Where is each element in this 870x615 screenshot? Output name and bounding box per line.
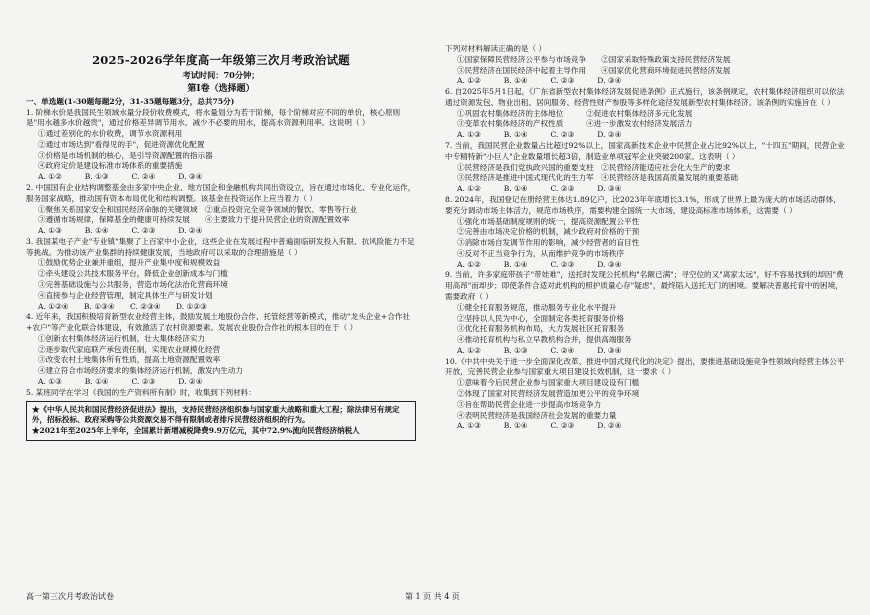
question-option: ③价格是市场机制的核心，是引导资源配置的指示器 — [38, 150, 213, 160]
question-option: ①国家保障民营经济公平参与市场竞争 ②国家采取特殊政策支持民营经济发展 — [457, 54, 731, 64]
question-option: ②体现了国家对民营经济发展营造加更公平的竞争环境 — [457, 389, 640, 398]
answer-choices: A. ①② B. ①④ C. ②③ D. ③④ — [457, 76, 622, 86]
question-option: ①创新农村集体经济运行机制，壮大集体经济实力 — [38, 333, 206, 343]
question-stem: 8. 2024年，我国登记在册经营主体达1.89亿户，比2023年年底增长3.1%，形成了世界上最为庞大的市场活动群体，要充分调动市场主体活力，规范市场秩序，需要构建全国统一大市场，建设高标准市场体系，这需要（ ） — [445, 194, 841, 215]
question-option: ③民营经济是推进中国式现代化的生力军 ④民营经济是我国高质量发展的重要基础 — [457, 173, 738, 183]
question-option: ①意味着今后民营企业参与国家重大项目建设设有门槛 — [457, 378, 640, 388]
question-option: ①巩固农村集体经济的主体地位 ②促进农村集体经济多元化发展 — [457, 108, 693, 118]
footer-left: 高一第三次月考政治试卷 — [26, 592, 114, 601]
question-option: ②牵头建设公共技术服务平台，降低企业创新成本与门槛 — [38, 269, 228, 279]
answer-choices: A. ①③ B. ①④ C. ②③ D. ②④ — [457, 421, 622, 431]
question-option: ③遵循市场规律，保障基金的健康可持续发展 ④主要致力于提升民营企业的资源配置效率 — [38, 215, 350, 225]
question-option: ①民营经济是我们党执政兴国的重要支柱 ②民营经济能适应社会化大生产的要求 — [457, 162, 731, 172]
question-option: ④政府定价是建设标准市场体系的重要措施 — [38, 161, 183, 171]
left-question-list — [26, 108, 416, 399]
question-option: ②逐步取代家庭联产承包责任制，实现农业规模化经营 — [38, 344, 221, 354]
answer-choices: A. ①② B. ①③ C. ②④ D. ③④ — [457, 345, 622, 355]
question-stem: 5. 某班同学在学习《我国的生产资料所有制》时，收集到下列材料： — [26, 387, 256, 397]
question-option: ②完善由市场决定价格的机制，减少政府对价格的干预 — [457, 227, 640, 237]
question-stem: 4. 近年来，我国积极培育新型农业经营主体，鼓励发展土地股份合作、托管经营等新模式，推动"龙头企业+合作社+农户"等产业化联合体建设，有效激活了农村资源要素。发展农业股份合作社的根本目的在于（ ） — [26, 312, 411, 333]
answer-choices: A. ①② B. ①③ C. ②④ D. ③④ — [38, 172, 203, 182]
question-stem: 下列对材料解读正确的是（ ） — [445, 44, 547, 53]
answer-choices: A. ①③ B. ①④ C. ②③ D. ②④ — [38, 226, 203, 236]
question-option: ③完善基础设施与公共服务，营造市场化法治化营商环境 — [38, 280, 228, 290]
question-option: ④建立符合市场经济要求的集体经济运行机制，激发内生动力 — [38, 366, 244, 376]
answer-choices: A. ①③ B. ①④ C. ②③ D. ②④ — [457, 130, 622, 140]
material-item: ★2021年至2025年上半年，全国累计新增减税降费9.9万亿元，其中72.9%流向民营经济纳税人 — [32, 425, 360, 435]
question-option: ③变革农村集体经济的产权性质 ④进一步激发农村经济发展活力 — [457, 119, 693, 129]
left-column — [26, 0, 416, 441]
volume-heading: 第Ⅰ卷（选择题） — [187, 83, 255, 94]
question-stem: 10.《中共中央关于进一步全面深化改革、推进中国式现代化的决定》提出，要推进基础设施竞争性领域向经营主体公平开放，完善民营企业参与国家重大项目建设长效机制，这一要求（ ） — [445, 356, 845, 377]
answer-choices: A. ①② B. ①④ C. ②③ D. ③④ — [457, 184, 622, 194]
question-option: ④表明民营经济是我国经济社会发展的重要力量 — [457, 410, 617, 420]
question-option: ③优化托育服务机构布局，大力发展社区托育服务 — [457, 324, 625, 334]
question-option: ③改变农村土地集体所有性质，提高土地资源配置效率 — [38, 355, 221, 365]
question-option: ④推动托育机构与私立早教机构合并，提供高端服务 — [457, 335, 632, 345]
material-box — [26, 401, 416, 441]
question-option: ④反对不正当竞争行为，从而维护竞争的市场秩序 — [457, 248, 625, 258]
question-stem: 6. 自2025年5月1日起，《广东省新型农村集体经济发展促进条例》正式施行，该条例规定，农村集体经济组织可以依法通过资源发包、物业出租、居间服务、经营性财产参股等多样化途径发展新型农村集体经济。该条例的实施旨在（ ） — [445, 87, 845, 107]
question-option: ②通过市场达到"看得见的手"，促进资源优化配置 — [38, 139, 205, 149]
answer-choices: A. ①③ B. ①④ C. ②③ D. ②④ — [38, 377, 203, 387]
question-option: ①强化市场基础制度规则的统一，提高资源配置公平性 — [457, 216, 640, 226]
question-stem: 9. 当前，许多家庭带孩子"带娃难"，送托时发现公托机构"名额已满"；寻空位的又"离家太远"，好不容易找到的却因"费用高昂"而却步；即使条件合适对此机构的照护质量心存"疑虑"，最终陷入送托无门的困境。要解决普惠托育中的困境，需要政府（ ） — [445, 270, 844, 301]
exam-title: 2025-2026学年度高一年级第三次月考政治试题 — [92, 53, 350, 67]
question-option: ①聚焦关系国家安全和国民经济命脉的关键领域 ②重点投资完全竞争领域的餐饮、零售等行业 — [38, 204, 357, 214]
question-option: ②坚持以人民为中心，全面制定各类托育服务价格 — [457, 313, 625, 323]
section-heading: 一、单选题(1-30题每题2分，31-35题每题3分，总共75分) — [26, 96, 235, 106]
question-stem: 2. 中国国有企业结构调整基金由多家中央企业、地方国企和金融机构共同出资设立，旨在通过市场化、专业化运作，服务国家战略，推动国有资本布局优化和结构调整。该基金在投资运作上应当着力（ ） — [26, 182, 416, 203]
right-column — [445, 0, 845, 432]
question-option: ③民营经济在国民经济中起着主导作用 ④国家优化营商环境促进民营经济发展 — [457, 65, 731, 75]
question-option: ④直接参与企业经营管理，制定具体生产与研发计划 — [38, 290, 213, 300]
question-option: ①鼓励优势企业兼并重组，提升产业集中度和规模效益 — [38, 258, 221, 268]
footer-page-number: 第 1 页 共 4 页 — [405, 592, 460, 601]
right-question-list — [445, 44, 845, 432]
question-option: ①健全托育服务规范，推动服务专业化水平提升 — [457, 302, 617, 312]
question-option: ③旨在帮助民营企业进一步提高市场竞争力 — [457, 399, 602, 409]
answer-choices: A. ①②④ B. ①③④ C. ②③④ D. ①②③ — [38, 301, 207, 311]
question-stem: 1. 阶梯水价是我国民生领域水量分段价收费模式，将水量划分为若干阶梯，每个阶梯对应不同的单价，核心原则是"用水越多水价越贵"，通过价格差异调节用水，减少不必要的用水，提高水资源利用率。这说明（ ） — [26, 107, 401, 128]
question-stem: 7. 当前，我国民营企业数量占比超过92%以上，国家高新技术企业中民营企业占比92%以上，"十四五"期间，民营企业中专精特新"小巨人"企业数量增长超3倍，制造业单项冠军企业突破200家。这表明（ ） — [445, 141, 845, 161]
question-stem: 3. 我国某电子产业"专业镇"集聚了上百家中小企业，这些企业在发展过程中普遍面临研发投入有限、抗风险能力不足等挑战。为推动该产业集群的持续健康发展，当地政府可以采取的合理措施是（ ） — [26, 236, 415, 257]
exam-info: 考试时间：70分钟； — [182, 70, 260, 81]
question-option: ③消除市场自发调节作用的影响，减少经营者的盲目性 — [457, 238, 640, 248]
question-option: ①通过差别化的水价收费，调节水资源利用 — [38, 129, 183, 139]
answer-choices: A. ①② B. ①④ C. ②③ D. ③④ — [457, 259, 622, 269]
material-item: ★《中华人民共和国民营经济促进法》提出，支持民营经济组织参与国家重大战略和重大工程；除法律另有规定外，招标投标、政府采购等公共资源交易不得有限制或者排斥民营经济组织的行为。 — [32, 404, 400, 425]
